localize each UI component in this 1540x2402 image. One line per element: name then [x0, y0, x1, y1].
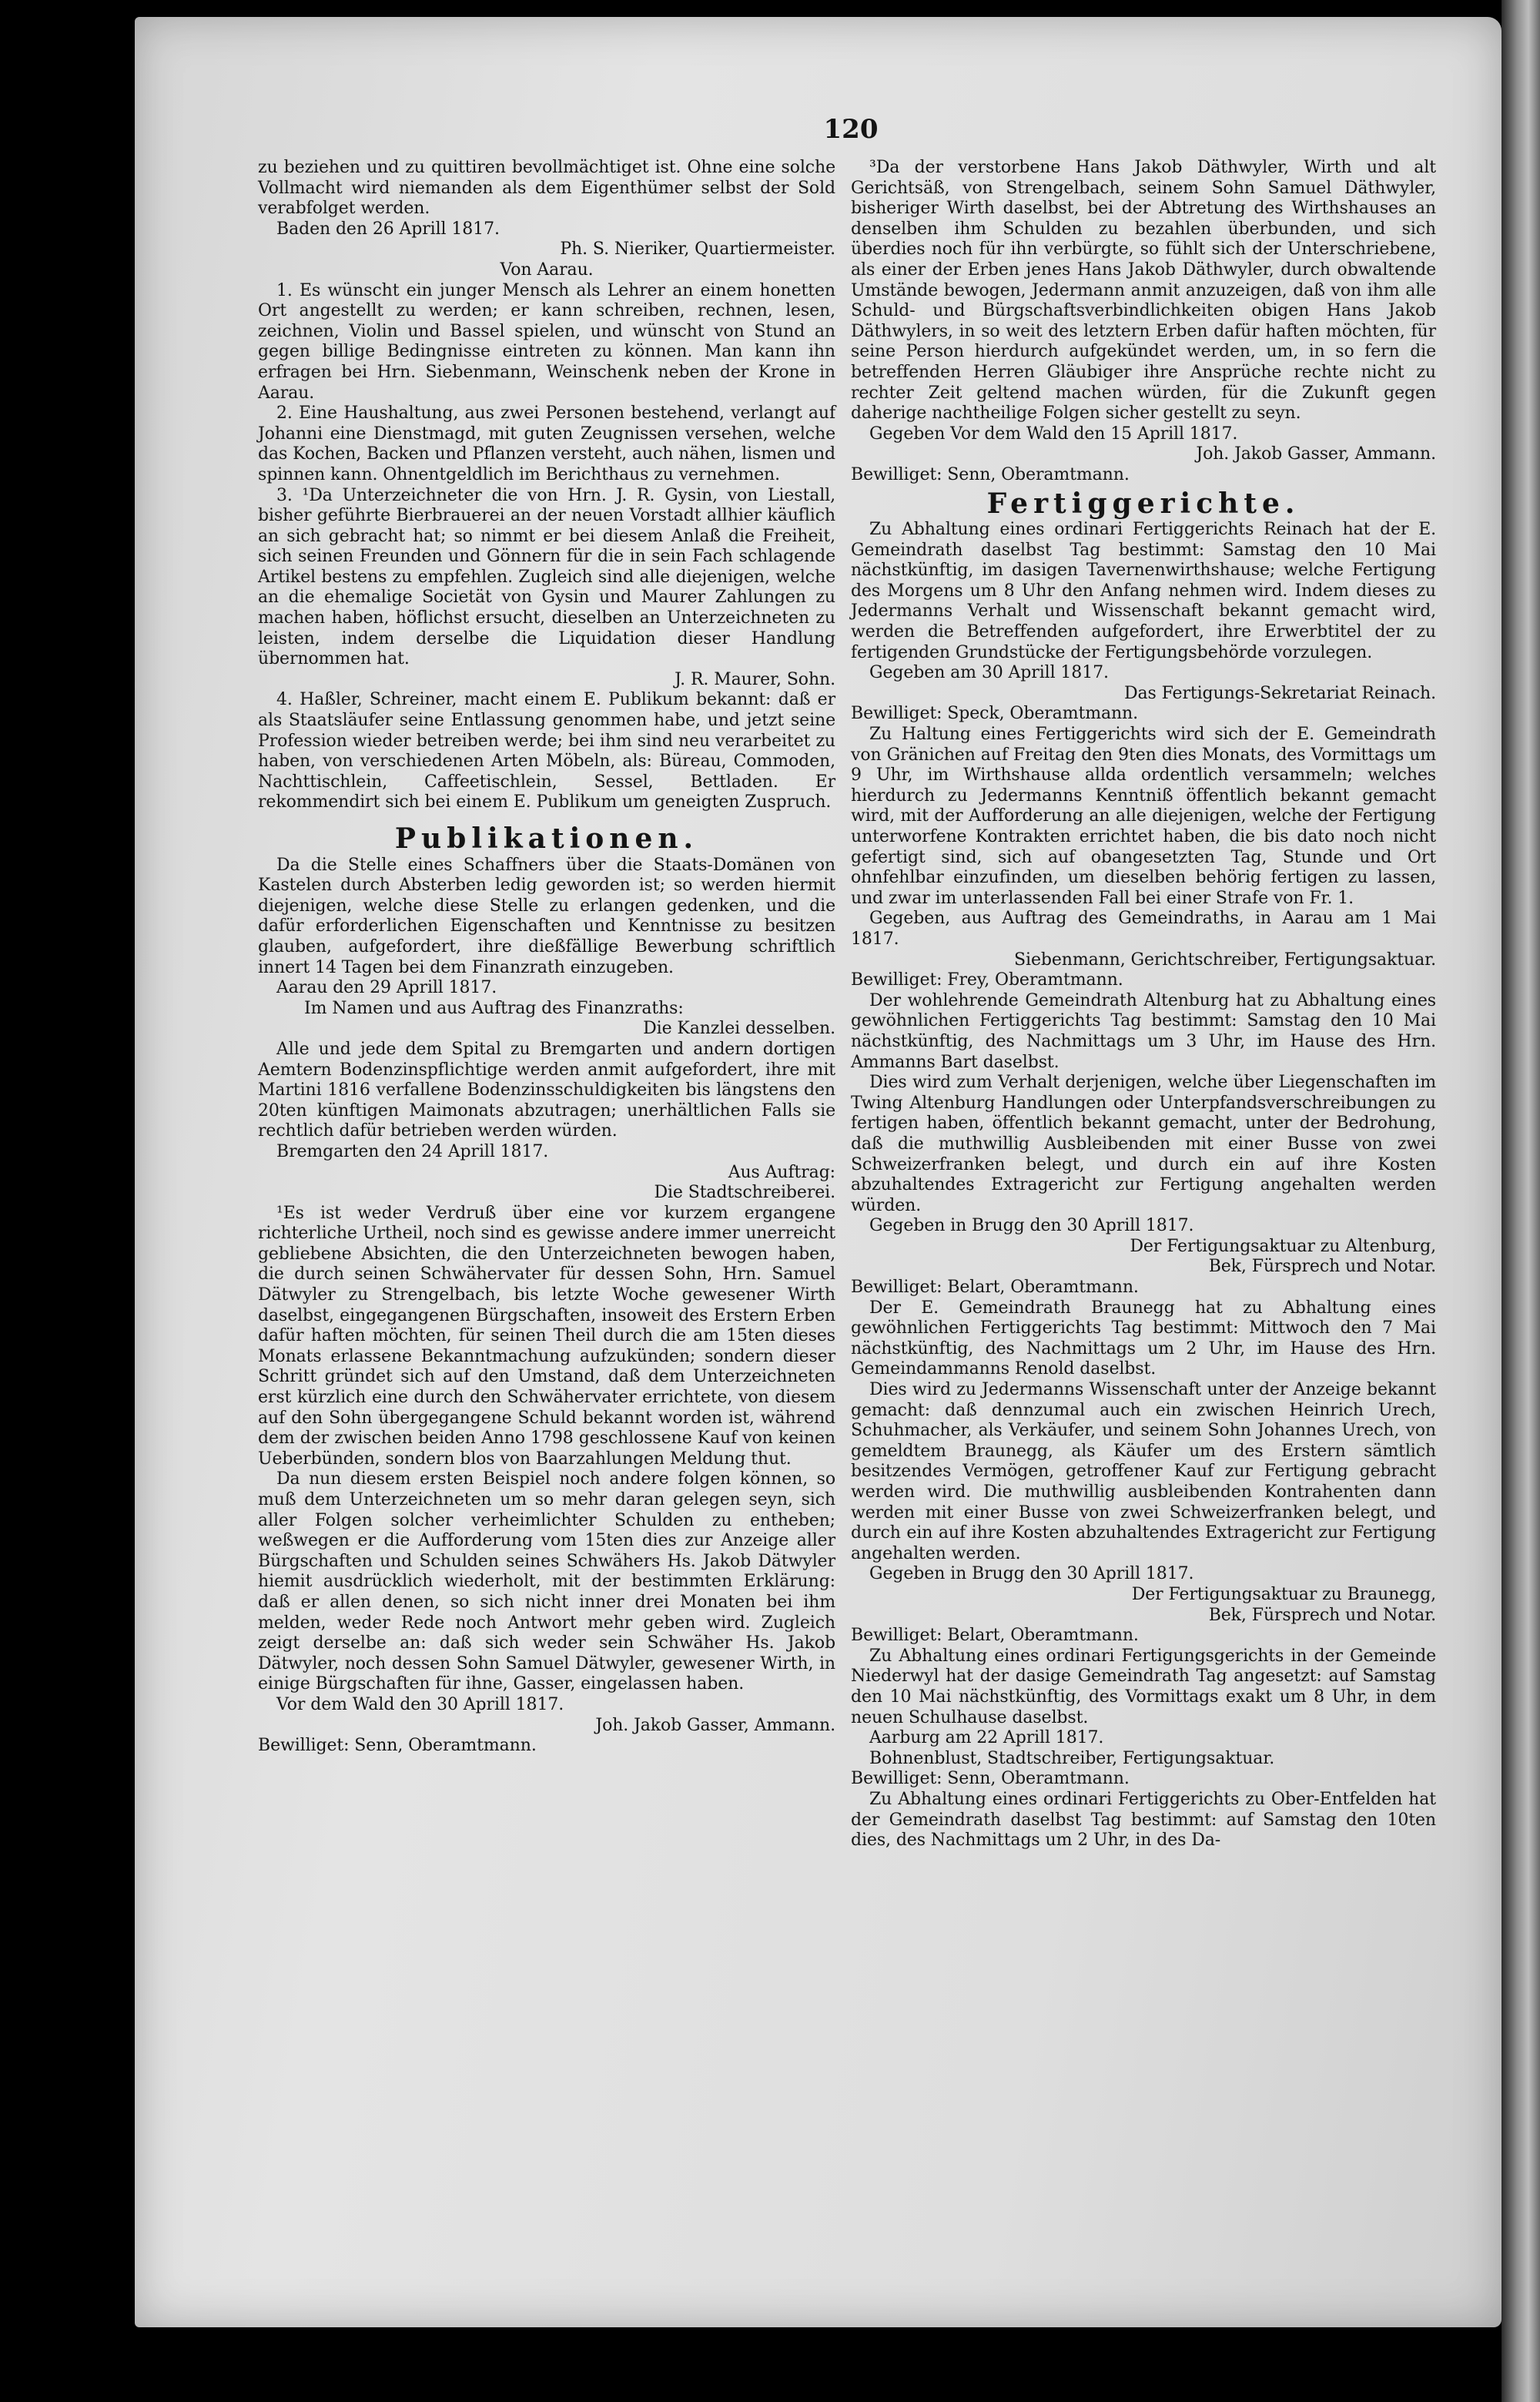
court-signature: Bek, Fürsprech und Notar. — [1208, 1605, 1436, 1625]
surety-revocation-notice: ³Da der verstorbene Hans Jakob Däthwyler, Wirth und alt Gerichtsäß, von Strengelbach, seinem Sohn Samuel Däthwyler, bisheriger Wirth daselbst, bei der Abtretung des Wirthshauses an denselben ihm Schulden zu bezahlen überbunden, und sich überdies noch für ihn verbürgte, so fühlt sich der Unterschriebene, als einer der Erben jenes Hans Jakob Däthwyler, durch obwaltende Umstände bewogen, Jedermann anmit anzuzeigen, daß von ihm alle Schuld- und Bürgschaftsverbindlichkeiten obigen Hans Jakob Däthwylers, in so weit des letztern Erben dafür haften möchten, für seine Person hierdurch aufgekündet werden, um, in so fern die betreffenden Herren Gläubiger ihre Ansprüche rechte nicht zu rechter Zeit geltend machen würden, für die Zukunft gegen daherige nachtheilige Folgen sicher gestellt zu seyn. — [851, 158, 1436, 424]
court-signature-line: Der Fertigungsaktuar zu Braunegg, — [1131, 1584, 1436, 1604]
court-signature: Bohnenblust, Stadtschreiber, Fertigungsaktuar. — [869, 1748, 1275, 1768]
pub-signature-line: Im Namen und aus Auftrag des Finanzraths: — [304, 998, 684, 1018]
court-braunegg-cont: Dies wird zu Jedermanns Wissenschaft unter der Anzeige bekannt gemacht: daß dennzumal auch ein zwischen Heinrich Urech, Schuhmacher, als Verkäufer, und seinem Sohn Johannes Urech, von gemeldtem Braunegg, als Käufer um des Erstern sämtlich besitzendes Vermögen, getroffener Kauf zur Fertigung gebracht werden wird. Die muthwillig ausbleibenden Kontrahenten dann werden mit einer Busse von zwei Schweizerfranken belegt, und durch ein auf ihre Kosten abzuhaltendes Extragericht zur Fertigung angehalten werden. — [851, 1380, 1436, 1563]
court-date: Gegeben am 30 Aprill 1817. — [869, 663, 1109, 683]
court-ober-entfelden: Zu Abhaltung eines ordinari Fertiggerichts zu Ober-Entfelden hat der Gemeindrath daselbst Tag bestimmt: auf Samstag den 10ten dies, des Nachmittags um 2 Uhr, in des Da- — [851, 1789, 1436, 1851]
pub-approval: Bewilliget: Senn, Oberamtmann. — [258, 1736, 537, 1756]
book-spine — [1502, 0, 1540, 2402]
notice-date: Baden den 26 Aprill 1817. — [276, 219, 500, 239]
pub-signature: Die Kanzlei desselben. — [643, 1019, 835, 1039]
notice-signature: Ph. S. Nieriker, Quartiermeister. — [560, 240, 835, 260]
court-approval: Bewilliget: Senn, Oberamtmann. — [851, 1769, 1130, 1789]
notice-date: Gegeben Vor dem Wald den 15 Aprill 1817. — [869, 424, 1238, 444]
section-label-aarau: Von Aarau. — [500, 260, 594, 280]
pub-surety-notice-cont: Da nun diesem ersten Beispiel noch andere folgen können, so muß dem Unterzeichneten um so mehr daran gelegen seyn, sich aller Folgen solcher verheimlichter Schulden zu entheben; weßwegen er die Aufforderung vom 15ten dies zur Anzeige aller Bürgschaften und Schulden seines Schwähers Hs. Jakob Dätwyler hiemit ausdrücklich wiederholt, mit der bestimmten Erklärung: daß er allen denen, so sich nicht inner drei Monaten bei ihm melden, weder Rede noch Antwort mehr geben wird. Zugleich zeigt derselbe an: daß sich weder sein Schwäher Hs. Jakob Dätwyler, noch dessen Sohn Samuel Dätwyler, gewesener Wirth, in einige Bürgschaften für ihne, Gasser, eingelassen haben. — [258, 1469, 835, 1694]
court-signature: Das Fertigungs-Sekretariat Reinach. — [1123, 683, 1436, 703]
heading-publikationen: Publikationen. — [394, 822, 699, 855]
court-date: Gegeben in Brugg den 30 Aprill 1817. — [869, 1216, 1194, 1236]
court-altenburg-cont: Dies wird zum Verhalt derjenigen, welche über Liegenschaften im Twing Altenburg Handlungen oder Unterpfandsverschreibungen zu fertigen haben, öffentlich bekannt gemacht, unter der Bedrohung, daß die muthwillig Ausbleibenden mit einer Busse von zwei Schweizerfranken belegt, und durch ein auf ihre Kosten abzuhaltendes Extragericht zur Fertigung angehalten werden würden. — [851, 1073, 1436, 1215]
ad-teacher: 1. Es wünscht ein junger Mensch als Lehrer an einem honetten Ort angestellt zu werden; er kann schreiben, rechnen, lesen, zeichnen, Violin und Bassel spielen, und wünscht von Stund an gegen billige Bedingnisse eintreten zu können. Man kann ihn erfragen bei Hrn. Siebenmann, Weinschenk neben der Krone in Aarau. — [258, 280, 835, 403]
pub-surety-notice: ¹Es ist weder Verdruß über eine vor kurzem ergangene richterliche Urtheil, noch sind es gewisse andere immer unerreicht gebliebene Absichten, die den Unterzeichneten bewogen haben, die durch seinen Schwähervater für dessen Sohn, Hrn. Samuel Dätwyler zu Strengelbach, bis letzte Woche gewesener Wirth daselbst, eingegangenen Bürgschaften, insoweit des Erstern Erben dafür haften möchten, für seinen Theil durch die am 15ten dieses Monats erlassene Bekanntmachung aufzukünden; sondern dieser Schritt gründet sich auf den Umstand, daß dem Unterzeichneten erst kürzlich eine durch den Schwähervater errichtete, von diesem auf den Sohn übergegangene Schuld bekannt worden ist, während dem der zwischen beiden Anno 1798 geschlossene Kauf von keinen Ueberbünden, sondern blos von Baarzahlungen Meldung thut. — [258, 1203, 835, 1469]
court-signature: Bek, Fürsprech und Notar. — [1208, 1257, 1436, 1277]
court-approval: Bewilliget: Speck, Oberamtmann. — [851, 704, 1139, 724]
court-approval: Bewilliget: Belart, Oberamtmann. — [851, 1278, 1139, 1298]
notice-signature: Joh. Jakob Gasser, Ammann. — [1196, 444, 1436, 464]
pub-signature: Die Stadtschreiberei. — [654, 1183, 835, 1203]
court-graenichen: Zu Haltung eines Fertiggerichts wird sich der E. Gemeindrath von Gränichen auf Freitag den 9ten dies Monats, des Vormittags um 9 Uhr, im Wirthshause allda ordentlich versammeln; welches hierdurch zu Jedermanns Kenntniß öffentlich bekannt gemacht wird, mit der Aufforderung an alle diejenigen, welche der Fertigung unterworfene Kontrakten errichtet haben, die bis dato noch nicht gefertigt sind, sich auf obangesetzten Tag, Stunde und Ort ohnfehlbar einzufinden, um dieselben behörig fertigen zu lassen, und zwar im unterlassenden Fall bei einer Strafe von Fr. 1. — [851, 725, 1436, 908]
notice-approval: Bewilliget: Senn, Oberamtmann. — [851, 464, 1130, 484]
pub-signature-line: Aus Auftrag: — [728, 1162, 835, 1182]
court-niederwyl: Zu Abhaltung eines ordinari Fertigungsgerichts in der Gemeinde Niederwyl hat der dasige Gemeindrath Tag angesetzt: auf Samstag den 10 Mai nächstkünftig, des Vormittags exakt um 8 Uhr, in dem neuen Schulhause daselbst. — [851, 1646, 1436, 1727]
court-reinach: Zu Abhaltung eines ordinari Fertiggerichts Reinach hat der E. Gemeindrath daselbst Tag bestimmt: Samstag den 10 Mai nächstkünftig, im dasigen Tavernenwirthshause; welche Fertigung des Morgens um 8 Uhr den Anfang nehmen wird. Indem dieses zu Jedermanns Verhalt und Wissenschaft bekannt gemacht wird, werden die Betreffenden aufgefordert, ihre Erwerbtitel der zu fertigenden Grundstücke der Fertigungsbehörde vorzulegen. — [851, 520, 1436, 662]
ad-brewery-signature: J. R. Maurer, Sohn. — [675, 669, 835, 689]
court-date: Gegeben, aus Auftrag des Gemeindraths, in Aarau am 1 Mai 1817. — [851, 909, 1436, 949]
page-number: 120 — [823, 114, 879, 145]
ad-brewery: 3. ¹Da Unterzeichneter die von Hrn. J. R. Gysin, von Liestall, bisher geführte Bierbrauerei an der neuen Vorstadt allhier käuflich an sich gebracht hat; so nimmt er bei diesem Anlaß die Freiheit, sich seinen Freunden und Gönnern für die in sein Fach schlagende Artikel bestens zu empfehlen. Zugleich sind alle diejenigen, welche an die ehemalige Societät von Gysin und Maurer Zahlungen zu machen haben, höflichst ersucht, dieselben an Unterzeichneten zu leisten, indem derselbe die Liquidation dieser Handlung übernommen hat. — [258, 485, 835, 669]
pub-signature: Joh. Jakob Gasser, Ammann. — [595, 1715, 835, 1735]
court-signature: Siebenmann, Gerichtschreiber, Fertigungsaktuar. — [1014, 950, 1436, 970]
pub-date: Aarau den 29 Aprill 1817. — [276, 978, 497, 998]
pub-ground-rent: Alle und jede dem Spital zu Bremgarten und andern dortigen Aemtern Bodenzinspflichtige werden anmit aufgefordert, ihre mit Martini 1816 verfallene Bodenzinsschuldigkeiten bis längstens den 20ten künftigen Maimonats abzutragen; unerhältlichen Falls sie rechtlich dafür betrieben werden würden. — [258, 1039, 835, 1141]
heading-fertiggerichte: Fertiggerichte. — [986, 487, 1301, 520]
court-approval: Bewilliget: Belart, Oberamtmann. — [851, 1626, 1139, 1646]
pub-date: Vor dem Wald den 30 Aprill 1817. — [276, 1694, 564, 1714]
court-date: Aarburg am 22 Aprill 1817. — [869, 1728, 1104, 1748]
ad-carpenter: 4. Haßler, Schreiner, macht einem E. Publikum bekannt: daß er als Staatsläufer seine Entlassung genommen habe, und jetzt seine Profession wieder betreiben werde; bei ihm sind neu verarbeitet zu haben, von verschiedenen Arten Möbeln, als: Büreau, Commoden, Nachttischlein, Caffeetischlein, Sessel, Bettladen. Er rekommendirt sich bei einem E. Publikum um geneigten Zuspruch. — [258, 690, 835, 812]
pub-date: Bremgarten den 24 Aprill 1817. — [276, 1141, 549, 1161]
court-approval: Bewilliget: Frey, Oberamtmann. — [851, 970, 1123, 990]
court-date: Gegeben in Brugg den 30 Aprill 1817. — [869, 1564, 1194, 1584]
ad-maid: 2. Eine Haushaltung, aus zwei Personen bestehend, verlangt auf Johanni eine Dienstmagd, mit guten Zeugnissen versehen, welche das Kochen, Backen und Pflanzen versteht, auch nähen, lismen und spinnen kann. Ohnentgeldlich im Berichthaus zu vernehmen. — [258, 404, 835, 484]
pub-steward-vacancy: Da die Stelle eines Schaffners über die Staats-Domänen von Kastelen durch Absterben ledig geworden ist; so werden hiermit diejenigen, welche diese Stelle zu erlangen gedenken, und die dafür erforderlichen Eigenschaften und Kenntnisse zu besitzen glauben, aufgefordert, ihre dießfällige Bewerbung schriftlich innert 14 Tagen bei dem Finanzrath einzugeben. — [258, 855, 835, 977]
soldier-pay-notice: zu beziehen und zu quittiren bevollmächtiget ist. Ohne eine solche Vollmacht wird niemanden als dem Eigenthümer selbst der Sold verabfolget werden. — [258, 158, 835, 219]
court-braunegg: Der E. Gemeindrath Braunegg hat zu Abhaltung eines gewöhnlichen Fertiggerichts Tag bestimmt: Mittwoch den 7 Mai nächstkünftig, des Nachmittags um 2 Uhr, im Hause des Hrn. Gemeindammanns Renold daselbst. — [851, 1298, 1436, 1379]
court-altenburg: Der wohlehrende Gemeindrath Altenburg hat zu Abhaltung eines gewöhnlichen Fertiggerichts Tag bestimmt: Samstag den 10 Mai nächstkünftig, des Nachmittags um 3 Uhr, im Hause des Hrn. Ammanns Bart daselbst. — [851, 990, 1436, 1072]
left-column — [258, 158, 835, 1757]
court-signature-line: Der Fertigungsaktuar zu Altenburg, — [1130, 1236, 1436, 1256]
right-column — [851, 158, 1436, 1851]
